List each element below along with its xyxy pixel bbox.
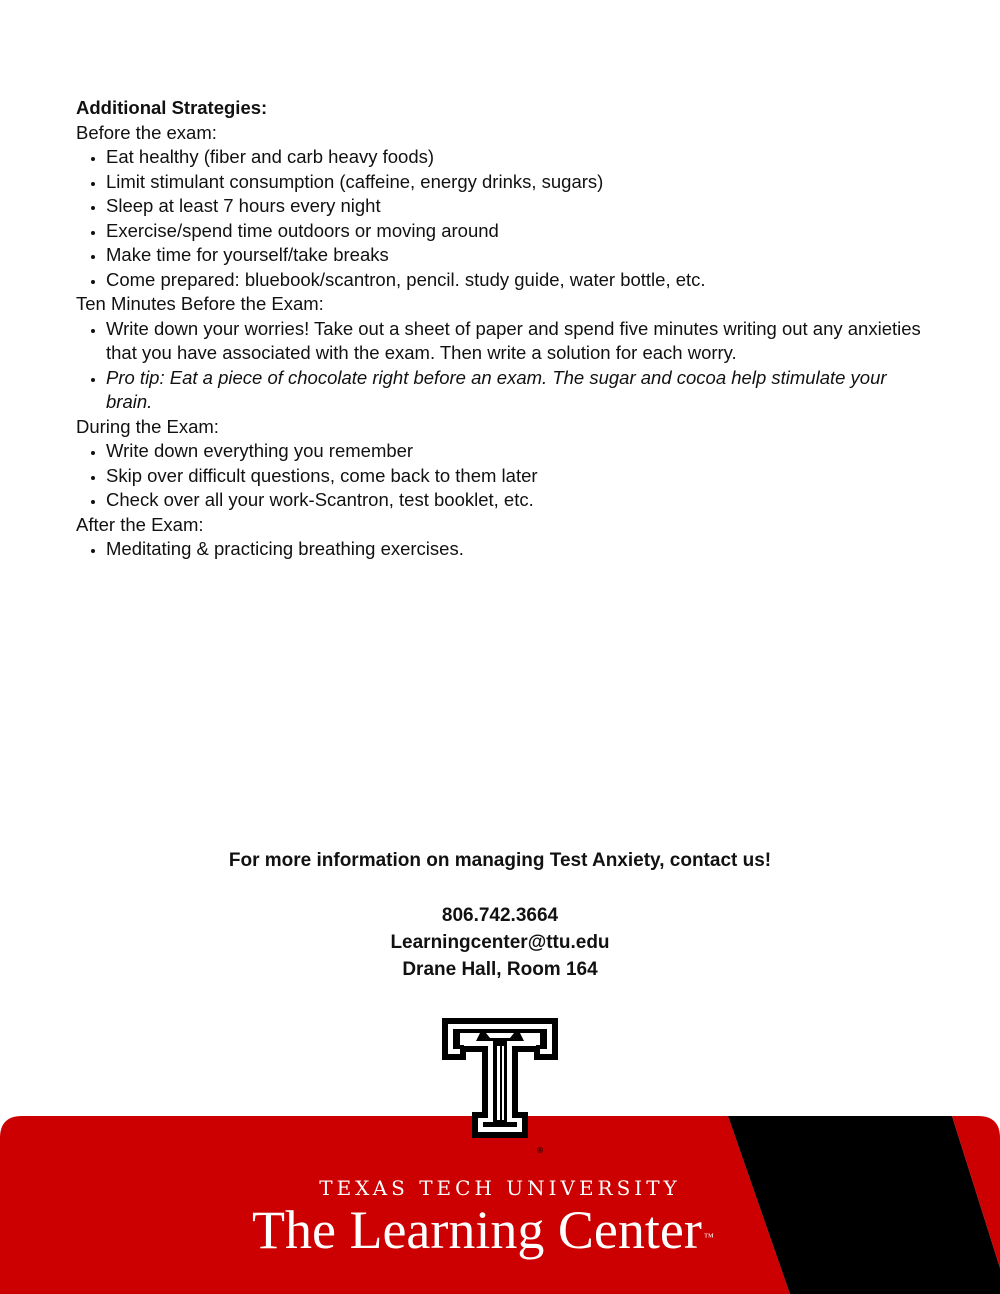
list-item: • Limit stimulant consumption (caffeine, energy drinks, sugars) xyxy=(106,170,936,195)
contact-block xyxy=(0,848,1000,983)
learning-center-name xyxy=(252,1198,714,1262)
list-item: • Make time for yourself/take breaks xyxy=(106,243,936,268)
double-t-logo-icon xyxy=(440,1016,560,1158)
list-item: • Meditating & practicing breathing exercises. xyxy=(106,537,936,562)
before-exam-list xyxy=(76,145,936,292)
list-item: • Eat healthy (fiber and carb heavy foods) xyxy=(106,145,936,170)
list-item: • Skip over difficult questions, come back to them later xyxy=(106,464,936,489)
list-item: • Check over all your work-Scantron, test booklet, etc. xyxy=(106,488,936,513)
pro-tip-label: Pro tip xyxy=(106,366,160,388)
ten-minutes-list xyxy=(76,317,936,415)
pro-tip-item xyxy=(106,366,936,415)
list-item: • Come prepared: bluebook/scantron, pencil. study guide, water bottle, etc. xyxy=(106,268,936,293)
contact-location: Drane Hall, Room 164 xyxy=(402,959,598,980)
list-item: • Exercise/spend time outdoors or moving around xyxy=(106,219,936,244)
during-exam-list xyxy=(76,439,936,513)
during-exam-label: During the Exam: xyxy=(76,415,219,437)
ten-minutes-label: Ten Minutes Before the Exam: xyxy=(76,293,324,314)
trademark: ™ xyxy=(703,1232,714,1243)
additional-strategies-section xyxy=(76,96,936,562)
before-exam-label: Before the exam: xyxy=(76,121,217,143)
learning-center-title: The Learning Center xyxy=(252,1200,702,1260)
pro-tip-text: : Eat a piece of chocolate right before an exam. The sugar and cocoa help stimulate your brain. xyxy=(106,366,887,412)
after-exam-list xyxy=(76,537,936,562)
contact-lead: For more information on managing Test Anxiety, contact us! xyxy=(228,850,772,871)
list-item: • Write down your worries! Take out a sheet of paper and spend five minutes writing out any anxieties that you have associated with the exam. Then write a solution for each worry. xyxy=(106,317,936,366)
contact-phone: 806.742.3664 xyxy=(441,905,559,926)
list-item: • Sleep at least 7 hours every night xyxy=(106,194,936,219)
contact-email: Learningcenter@ttu.edu xyxy=(390,932,610,953)
registered-mark: ® xyxy=(536,1146,544,1155)
list-item: • Write down everything you remember xyxy=(106,439,936,464)
section-heading: Additional Strategies: xyxy=(76,97,268,118)
after-exam-label: After the Exam: xyxy=(76,513,204,535)
university-name: TEXAS TECH UNIVERSITY xyxy=(319,1176,681,1200)
